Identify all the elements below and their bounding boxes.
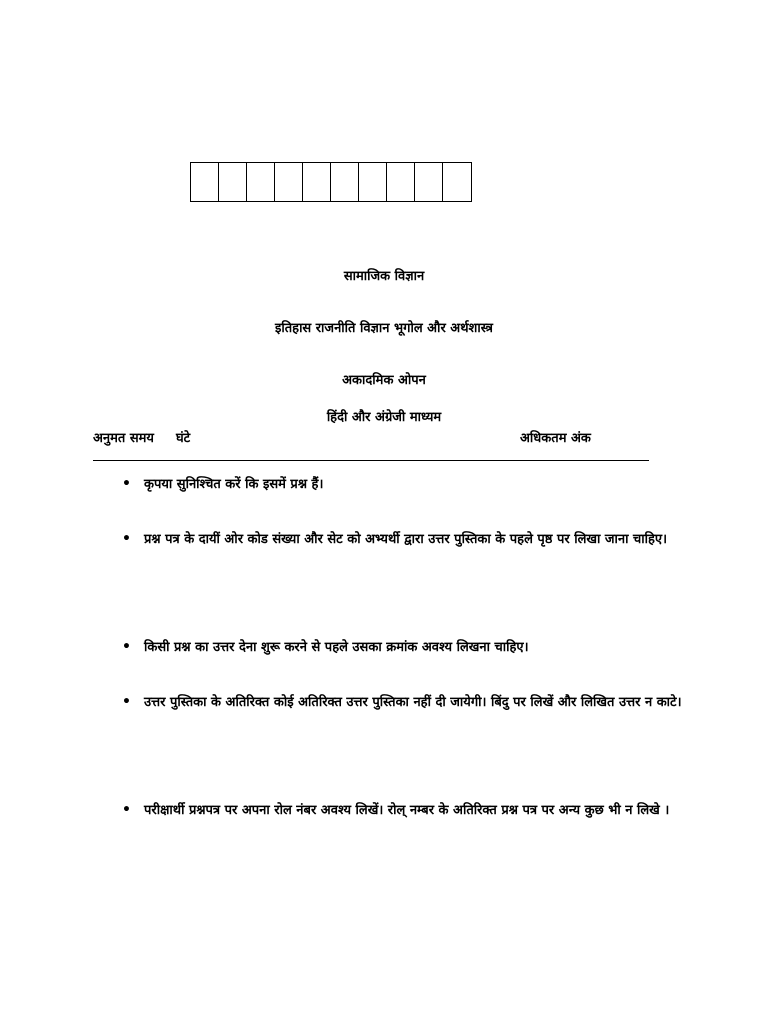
roll-number-box[interactable]: [191, 163, 219, 201]
hours-label: घंटे: [175, 431, 191, 446]
time-label: अनुमत समय: [93, 431, 154, 446]
medium: हिंदी और अंग्रेजी माध्यम: [326, 410, 442, 425]
instruction-item: [122, 470, 682, 499]
roll-number-box[interactable]: [443, 163, 471, 201]
time-allowed: [93, 428, 190, 446]
instruction-text: किसी प्रश्न का उत्तर देना शुरू करने से पहले उसका क्रमांक अवश्य लिखना चाहिए।: [144, 640, 529, 655]
instruction-item: [122, 525, 682, 554]
instruction-text: परीक्षार्थी प्रश्नपत्र पर अपना रोल नंबर अवश्य लिखें। रोल् नम्बर के अतिरिक्त प्रश्न पत्र पर अन्य कुछ भी न लिखे ।: [144, 803, 670, 818]
roll-number-box[interactable]: [303, 163, 331, 201]
bullet-icon: •: [122, 639, 131, 655]
instruction-item: [122, 633, 682, 662]
roll-number-box[interactable]: [275, 163, 303, 201]
instruction-text: कृपया सुनिश्चित करें कि इसमें प्रश्न हैं।: [144, 477, 324, 492]
roll-number-box[interactable]: [219, 163, 247, 201]
roll-number-box[interactable]: [359, 163, 387, 201]
subject-title: सामाजिक विज्ञान: [343, 269, 425, 284]
bullet-icon: •: [122, 476, 131, 492]
instruction-text: उत्तर पुस्तिका के अतिरिक्त कोई अतिरिक्त उत्तर पुस्तिका नहीं दी जायेगी। बिंदु पर लिखें और लिखित उत्तर न काटे।: [144, 695, 682, 710]
roll-number-box[interactable]: [415, 163, 443, 201]
roll-number-box[interactable]: [331, 163, 359, 201]
instruction-text: प्रश्न पत्र के दायीं ओर कोड संख्या और सेट को अभ्यर्थी द्वारा उत्तर पुस्तिका के पहले पृष्ठ पर लिखा जाना चाहिए।: [144, 532, 668, 547]
bullet-icon: •: [122, 694, 131, 710]
instruction-item: [122, 796, 682, 825]
roll-number-box[interactable]: [247, 163, 275, 201]
course-type: अकादमिक ओपन: [342, 373, 426, 388]
subjects-list: इतिहास राजनीति विज्ञान भूगोल और अर्थशास्त्र: [275, 321, 493, 336]
instruction-item: [122, 688, 682, 717]
divider: [93, 460, 649, 461]
roll-number-box[interactable]: [387, 163, 415, 201]
max-marks-label: अधिकतम अंक: [520, 431, 591, 446]
roll-number-boxes: [190, 162, 472, 202]
bullet-icon: •: [122, 802, 131, 818]
bullet-icon: •: [122, 531, 131, 547]
